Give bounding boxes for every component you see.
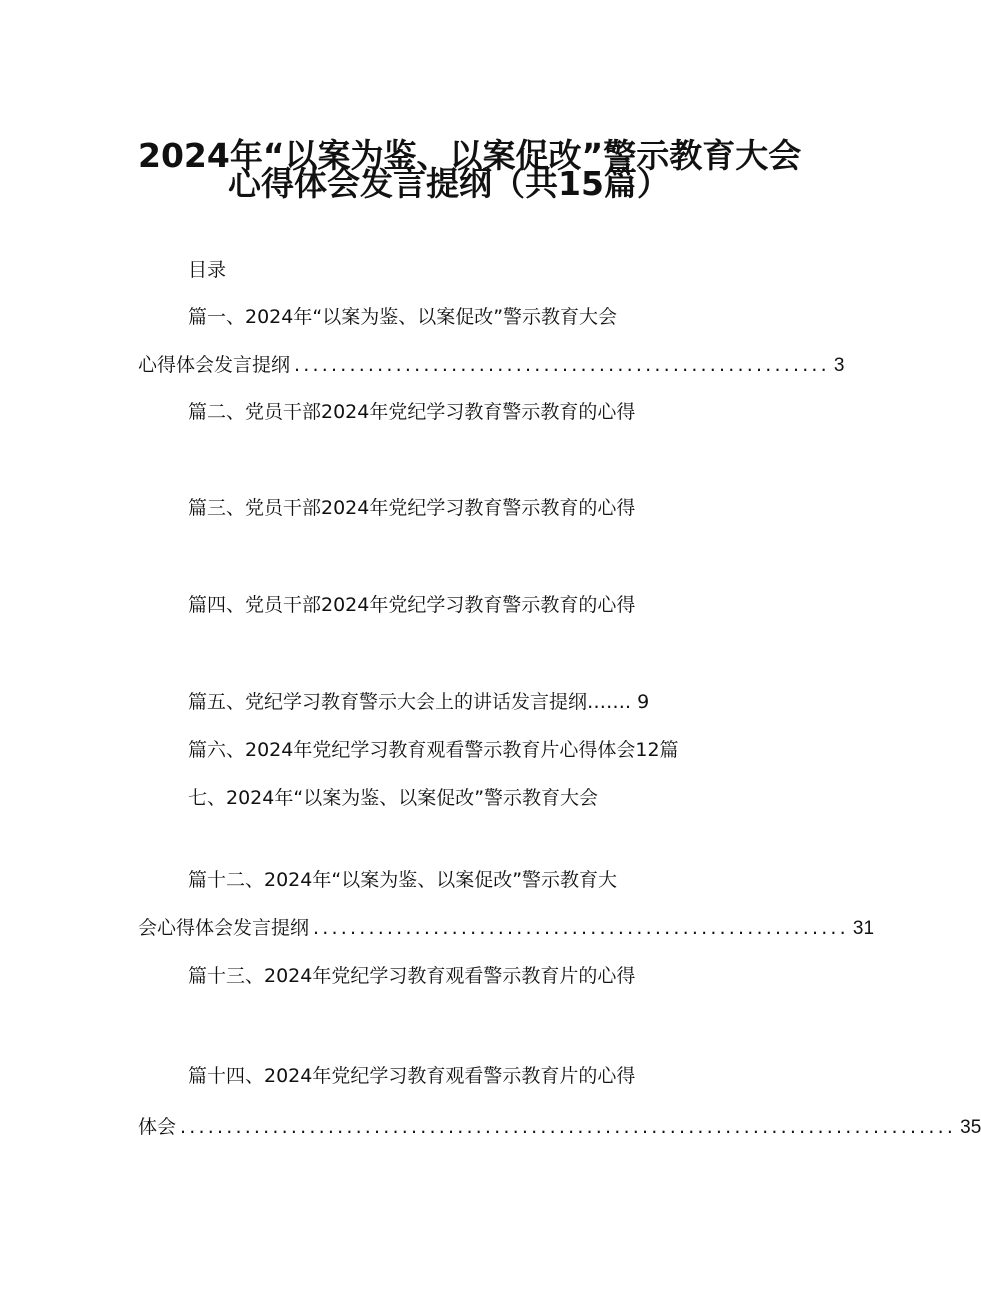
toc-entry-1-line-1[interactable]: 篇一、2024年“以案为鉴、以案促改”警示教育大会 [188,306,618,328]
toc-entry-12-line-2[interactable] [138,914,875,943]
toc-entry-14-line-2[interactable] [138,1113,981,1142]
toc-entry-7[interactable]: 七、2024年“以案为鉴、以案促改”警示教育大会 [188,787,599,809]
toc-entry-text: 会心得体会发言提纲 [138,917,310,939]
toc-entry-6[interactable]: 篇六、2024年党纪学习教育观看警示教育片心得体会12篇 [188,739,679,761]
toc-entry-4[interactable]: 篇四、党员干部2024年党纪学习教育警示教育的心得 [188,594,636,616]
toc-heading: 目录 [188,259,227,281]
toc-leader-dots: .......................................................... [294,354,830,376]
toc-entry-14-line-1[interactable]: 篇十四、2024年党纪学习教育观看警示教育片的心得 [188,1065,636,1087]
toc-entry-13[interactable]: 篇十三、2024年党纪学习教育观看警示教育片的心得 [188,965,636,987]
toc-page-number: 31 [852,918,875,939]
toc-entry-text: 体会 [138,1116,177,1138]
toc-entry-1-line-2[interactable] [138,351,845,380]
document-title-line-2: 心得体会发言提纲（共15篇） [228,164,670,203]
toc-entry-text: 心得体会发言提纲 [138,354,291,376]
toc-page-number: 35 [960,1117,981,1138]
toc-leader-dots: .......................................................... [313,917,849,939]
document-title-line-1: 2024年“以案为鉴、以案促改”警示教育大会 [138,136,802,175]
toc-entry-5[interactable]: 篇五、党纪学习教育警示大会上的讲话发言提纲……. 9 [188,691,650,713]
toc-entry-2[interactable]: 篇二、党员干部2024年党纪学习教育警示教育的心得 [188,401,636,423]
toc-page-number: 3 [833,355,845,376]
toc-entry-3[interactable]: 篇三、党员干部2024年党纪学习教育警示教育的心得 [188,497,636,519]
toc-entry-12-line-1[interactable]: 篇十二、2024年“以案为鉴、以案促改”警示教育大 [188,869,618,891]
toc-leader-dots: .................................................................................... [180,1116,957,1138]
